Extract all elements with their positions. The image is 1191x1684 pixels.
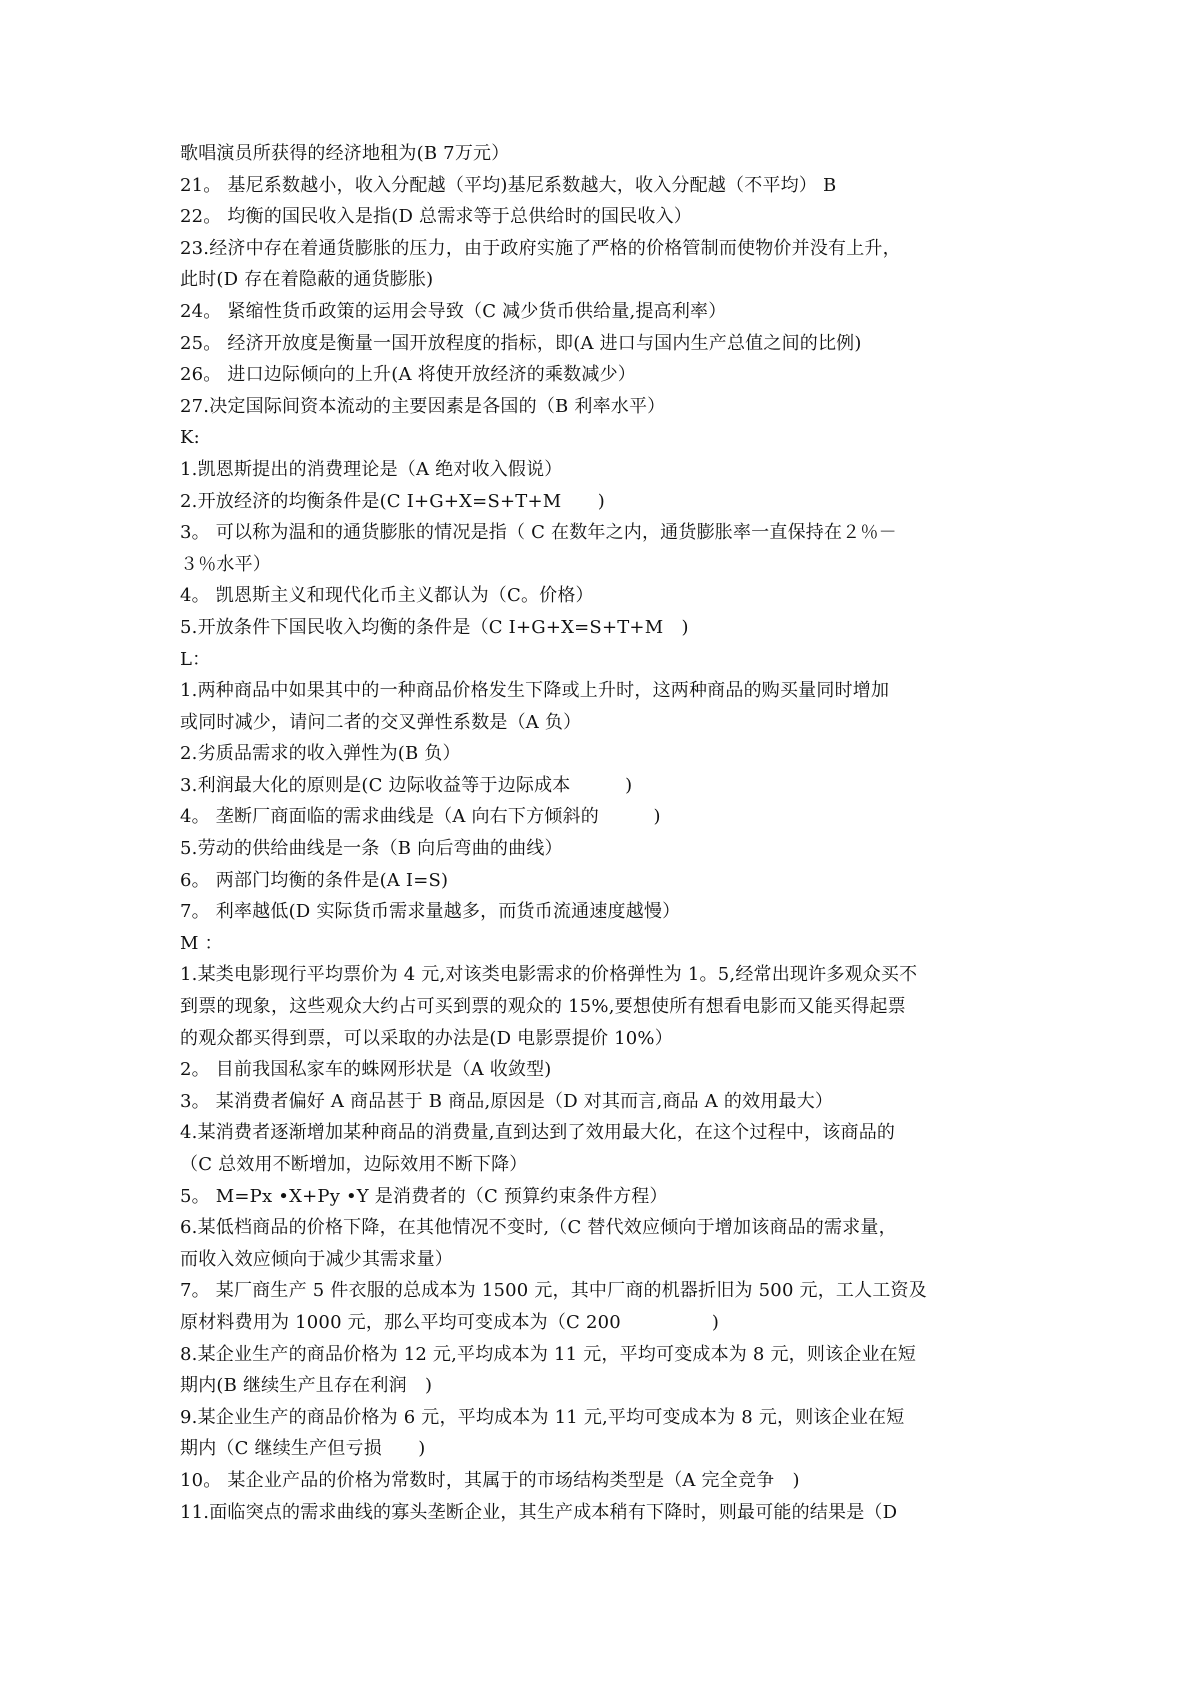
text-line: 22。 均衡的国民收入是指(D 总需求等于总供给时的国民收入）: [180, 206, 692, 228]
text-line: 2。 目前我国私家车的蛛网形状是（A 收敛型): [180, 1059, 552, 1081]
text-line: ３％水平）: [180, 553, 271, 575]
section-heading-k: K:: [180, 427, 200, 449]
text-line: 21。 基尼系数越小，收入分配越（平均)基尼系数越大，收入分配越（不平均） B: [180, 174, 837, 196]
text-line: 27.决定国际间资本流动的主要因素是各国的（B 利率水平）: [180, 395, 666, 417]
text-line: 4。 垄断厂商面临的需求曲线是（A 向右下方倾斜的 ): [180, 806, 661, 828]
text-line: 1.凯恩斯提出的消费理论是（A 绝对收入假说）: [180, 458, 563, 480]
text-line: 6。 两部门均衡的条件是(A I=S): [180, 869, 449, 891]
section-heading-m: M ：: [180, 932, 223, 954]
text-line: 而收入效应倾向于减少其需求量）: [180, 1248, 453, 1270]
text-line: 1.某类电影现行平均票价为 4 元,对该类电影需求的价格弹性为 1。5,经常出现许多观众买不: [180, 964, 918, 986]
text-line: 6.某低档商品的价格下降，在其他情况不变时,（C 替代效应倾向于增加该商品的需求量，: [180, 1217, 897, 1239]
text-line: 到票的现象，这些观众大约占可买到票的观众的 15%,要想使所有想看电影而又能买得起票: [180, 996, 906, 1018]
text-line: 3。 可以称为温和的通货膨胀的情况是指（ C 在数年之内，通货膨胀率一直保持在２％－: [180, 522, 897, 544]
text-line: 3.利润最大化的原则是(C 边际收益等于边际成本 ): [180, 774, 633, 796]
text-line: 10。 某企业产品的价格为常数时，其属于的市场结构类型是（A 完全竞争 ): [180, 1469, 800, 1491]
text-line: 8.某企业生产的商品价格为 12 元,平均成本为 11 元，平均可变成本为 8 元，则该企业在短: [180, 1343, 917, 1365]
text-line: 期内（C 继续生产但亏损 ): [180, 1438, 426, 1460]
text-line: 23.经济中存在着通货膨胀的压力，由于政府实施了严格的价格管制而使物价并没有上升，: [180, 237, 901, 259]
text-line: 5.开放条件下国民收入均衡的条件是（C I+G+X=S+T+M ): [180, 616, 689, 638]
text-line: 3。 某消费者偏好 A 商品甚于 B 商品,原因是（D 对其而言,商品 A 的效用最大）: [180, 1090, 834, 1112]
text-line: 或同时减少，请问二者的交叉弹性系数是（A 负）: [180, 711, 582, 733]
text-line: 4。 凯恩斯主义和现代化币主义都认为（C。价格）: [180, 585, 594, 607]
text-line: 期内(B 继续生产且存在利润 ): [180, 1375, 433, 1397]
text-line: 26。 进口边际倾向的上升(A 将使开放经济的乘数减少）: [180, 364, 636, 386]
text-line: 此时(D 存在着隐蔽的通货膨胀): [180, 269, 434, 291]
document-body: [180, 138, 1020, 1528]
text-line: 4.某消费者逐渐增加某种商品的消费量,直到达到了效用最大化，在这个过程中，该商品的: [180, 1122, 896, 1144]
text-line: 9.某企业生产的商品价格为 6 元，平均成本为 11 元,平均可变成本为 8 元，则该企业在短: [180, 1406, 905, 1428]
text-line: 25。 经济开放度是衡量一国开放程度的指标，即(A 进口与国内生产总值之间的比例): [180, 332, 862, 354]
text-line: 1.两种商品中如果其中的一种商品价格发生下降或上升时，这两种商品的购买量同时增加: [180, 680, 890, 702]
text-line: 歌唱演员所获得的经济地租为(B 7万元）: [180, 143, 510, 164]
text-line: 24。 紧缩性货币政策的运用会导致（C 减少货币供给量,提高利率）: [180, 300, 727, 322]
text-line: 2.开放经济的均衡条件是(C I+G+X=S+T+M ): [180, 490, 605, 512]
text-line: 7。 某厂商生产 5 件衣服的总成本为 1500 元，其中厂商的机器折旧为 500 元，工人工资及: [180, 1280, 927, 1302]
text-line: 原材料费用为 1000 元，那么平均可变成本为（C 200 ): [180, 1311, 720, 1333]
text-line: 的观众都买得到票，可以采取的办法是(D 电影票提价 10%）: [180, 1027, 673, 1049]
text-line: （C 总效用不断增加，边际效用不断下降）: [180, 1154, 528, 1175]
text-line: 11.面临突点的需求曲线的寡头垄断企业，其生产成本稍有下降时，则最可能的结果是（D: [180, 1501, 898, 1523]
text-line: 5。 M=Px •X+Py •Y 是消费者的（C 预算约束条件方程）: [180, 1185, 668, 1207]
text-line: 5.劳动的供给曲线是一条（B 向后弯曲的曲线）: [180, 838, 563, 860]
section-heading-l: L：: [180, 648, 211, 670]
text-line: 7。 利率越低(D 实际货币需求量越多，而货币流通速度越慢）: [180, 901, 681, 923]
text-line: 2.劣质品需求的收入弹性为(B 负）: [180, 743, 461, 765]
